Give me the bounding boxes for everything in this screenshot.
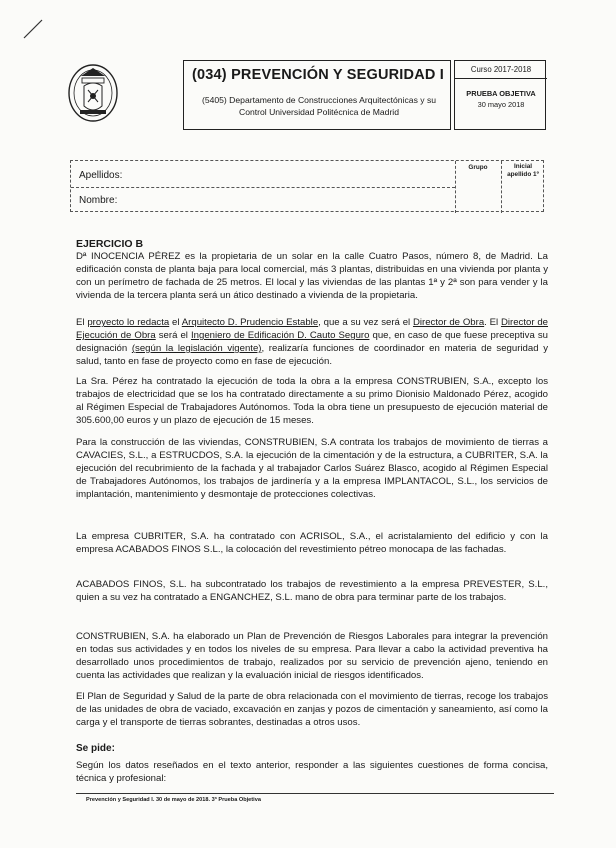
- paragraph: Según los datos reseñados en el texto anterior, responder a las siguientes cuestiones de forma concisa, técnica y profesional:: [76, 760, 548, 784]
- paragraph-text: . El: [484, 317, 501, 328]
- surname-initial-label: Inicial: [513, 163, 533, 170]
- paragraph: Para la construcción de las viviendas, CONSTRUBIEN, S.A contrata los trabajos de movimiento de tierras a CAVACIES, S.L., a ESTRUCDOS, S.A. la ejecución de la cimentación y de la estructura, a CUBRITER, S.A. la ejecución del recubrimiento de la fachada y al trabajador Carlos Suárez Blasco, acogido al Régimen Especial de Trabajadores Autónomos, los trabajos de jardinería y a la empresa IMPLANTACOL, S.L., los servicios de implantación, mantenimiento y desmontaje de protecciones colectivas.: [76, 437, 548, 500]
- page-footer: Prevención y Seguridad I. 30 de mayo de 2018. 3ª Prueba Objetiva: [86, 797, 261, 803]
- exam-date: 30 mayo 2018: [477, 100, 525, 109]
- surname-initial-field[interactable]: [501, 163, 545, 179]
- pen-stroke-mark: [22, 18, 44, 40]
- question-heading: Se pide:: [76, 743, 115, 754]
- department-name: (5405) Departamento de Construcciones Arquitectónicas y su Control Universidad Politécnica de Madrid: [201, 95, 437, 117]
- paragraph: El Plan de Seguridad y Salud de la parte de obra relacionada con el movimiento de tierras, recoge los trabajos de las unidades de obra de vaciado, excavación en zanjas y pozos de cimentación y saneamiento, así como la carga y el transporte de tierras sobrantes, destinadas a otros usos.: [76, 691, 548, 728]
- paragraph-text: el: [169, 317, 182, 328]
- academic-year: Curso 2017-2018: [470, 65, 532, 74]
- underlined-text: Ingeniero de Edificación D. Cauto Seguro: [190, 330, 370, 341]
- surname-field[interactable]: Apellidos:: [79, 170, 123, 181]
- divider: [71, 187, 455, 188]
- divider: [455, 78, 547, 79]
- group-field[interactable]: Grupo: [468, 164, 488, 171]
- surname-initial-label: apellido 1º: [507, 171, 539, 178]
- student-id-box: [70, 160, 544, 212]
- underlined-text: (según la legislación vigente): [131, 343, 262, 354]
- exam-type: PRUEBA OBJETIVA: [466, 89, 536, 98]
- university-crest-icon: [66, 62, 120, 124]
- paragraph: ACABADOS FINOS, S.L. ha subcontratado los trabajos de revestimiento a la empresa PREVESTER, S.L., quien a su vez ha contratado a ENGANCHEZ, S.L. mano de obra para terminar parte de los trabajos.: [76, 579, 548, 603]
- course-title: (034) PREVENCIÓN Y SEGURIDAD I: [191, 67, 445, 83]
- paragraph: La empresa CUBRITER, S.A. ha contratado con ACRISOL, S.A., el acristalamiento del edificio y con la empresa ACABADOS FINOS S.L., la colocación del revestimiento pétreo monocapa de las fachadas.: [76, 531, 548, 555]
- underlined-text: Director de Obra: [412, 317, 485, 328]
- paragraph: CONSTRUBIEN, S.A. ha elaborado un Plan de Prevención de Riesgos Laborales para integrar la prevención en todas sus actividades y en todos los niveles de su empresa. Para llevar a cabo la actividad preventiva ha desarrollado unos procedimientos de trabajo, realizados por su servicio de prevención ajeno, teniendo en cuenta las actividades que realizan y la evaluación inicial de riesgos identificados.: [76, 631, 548, 681]
- underlined-text: Director de Ejecución de Obra: [76, 317, 549, 341]
- paragraph: Dª INOCENCIA PÉREZ es la propietaria de un solar en la calle Cuatro Pasos, número 8, de Madrid. La edificación consta de planta baja para local comercial, más 3 plantas, distribuidas en una vivienda por planta y con un perímetro de fachada de 25 metros. El local y las viviendas de las plantas 1ª y 2ª son para vender y la vivienda de la tercera planta será un ático destinado a vivienda de la propietaria.: [76, 251, 548, 301]
- underlined-text: Arquitecto D. Prudencio Estable: [181, 317, 319, 328]
- section-title: EJERCICIO B: [76, 238, 144, 250]
- paragraph-text: será el: [155, 330, 191, 341]
- paragraph-text: , realizaría funciones de coordinador en materia de seguridad y salud, tanto en fase de proyecto como en fase de ejecución.: [76, 343, 548, 367]
- paragraph: La Sra. Pérez ha contratado la ejecución de toda la obra a la empresa CONSTRUBIEN, S.A., excepto los trabajos de electricidad que se los ha contratado directamente a su primo Dionisio Maldonado Pérez, acogido al Régimen Especial de Trabajadores Autónomos. Toda la obra tiene un presupuesto de ejecución material de 305.600,00 euros y un plazo de ejecución de 15 meses.: [76, 376, 548, 426]
- paragraph-text: que, en caso de que fuese preceptiva su designación: [76, 330, 548, 354]
- paragraph-text: El: [76, 317, 88, 328]
- underlined-text: proyecto lo redacta: [87, 317, 170, 328]
- name-field[interactable]: Nombre:: [79, 195, 118, 206]
- course-info-box: [454, 60, 546, 130]
- course-title-box: [183, 60, 451, 130]
- paragraph: [76, 316, 548, 368]
- footer-divider: [76, 793, 554, 794]
- paragraph-text: , que a su vez será el: [318, 317, 413, 328]
